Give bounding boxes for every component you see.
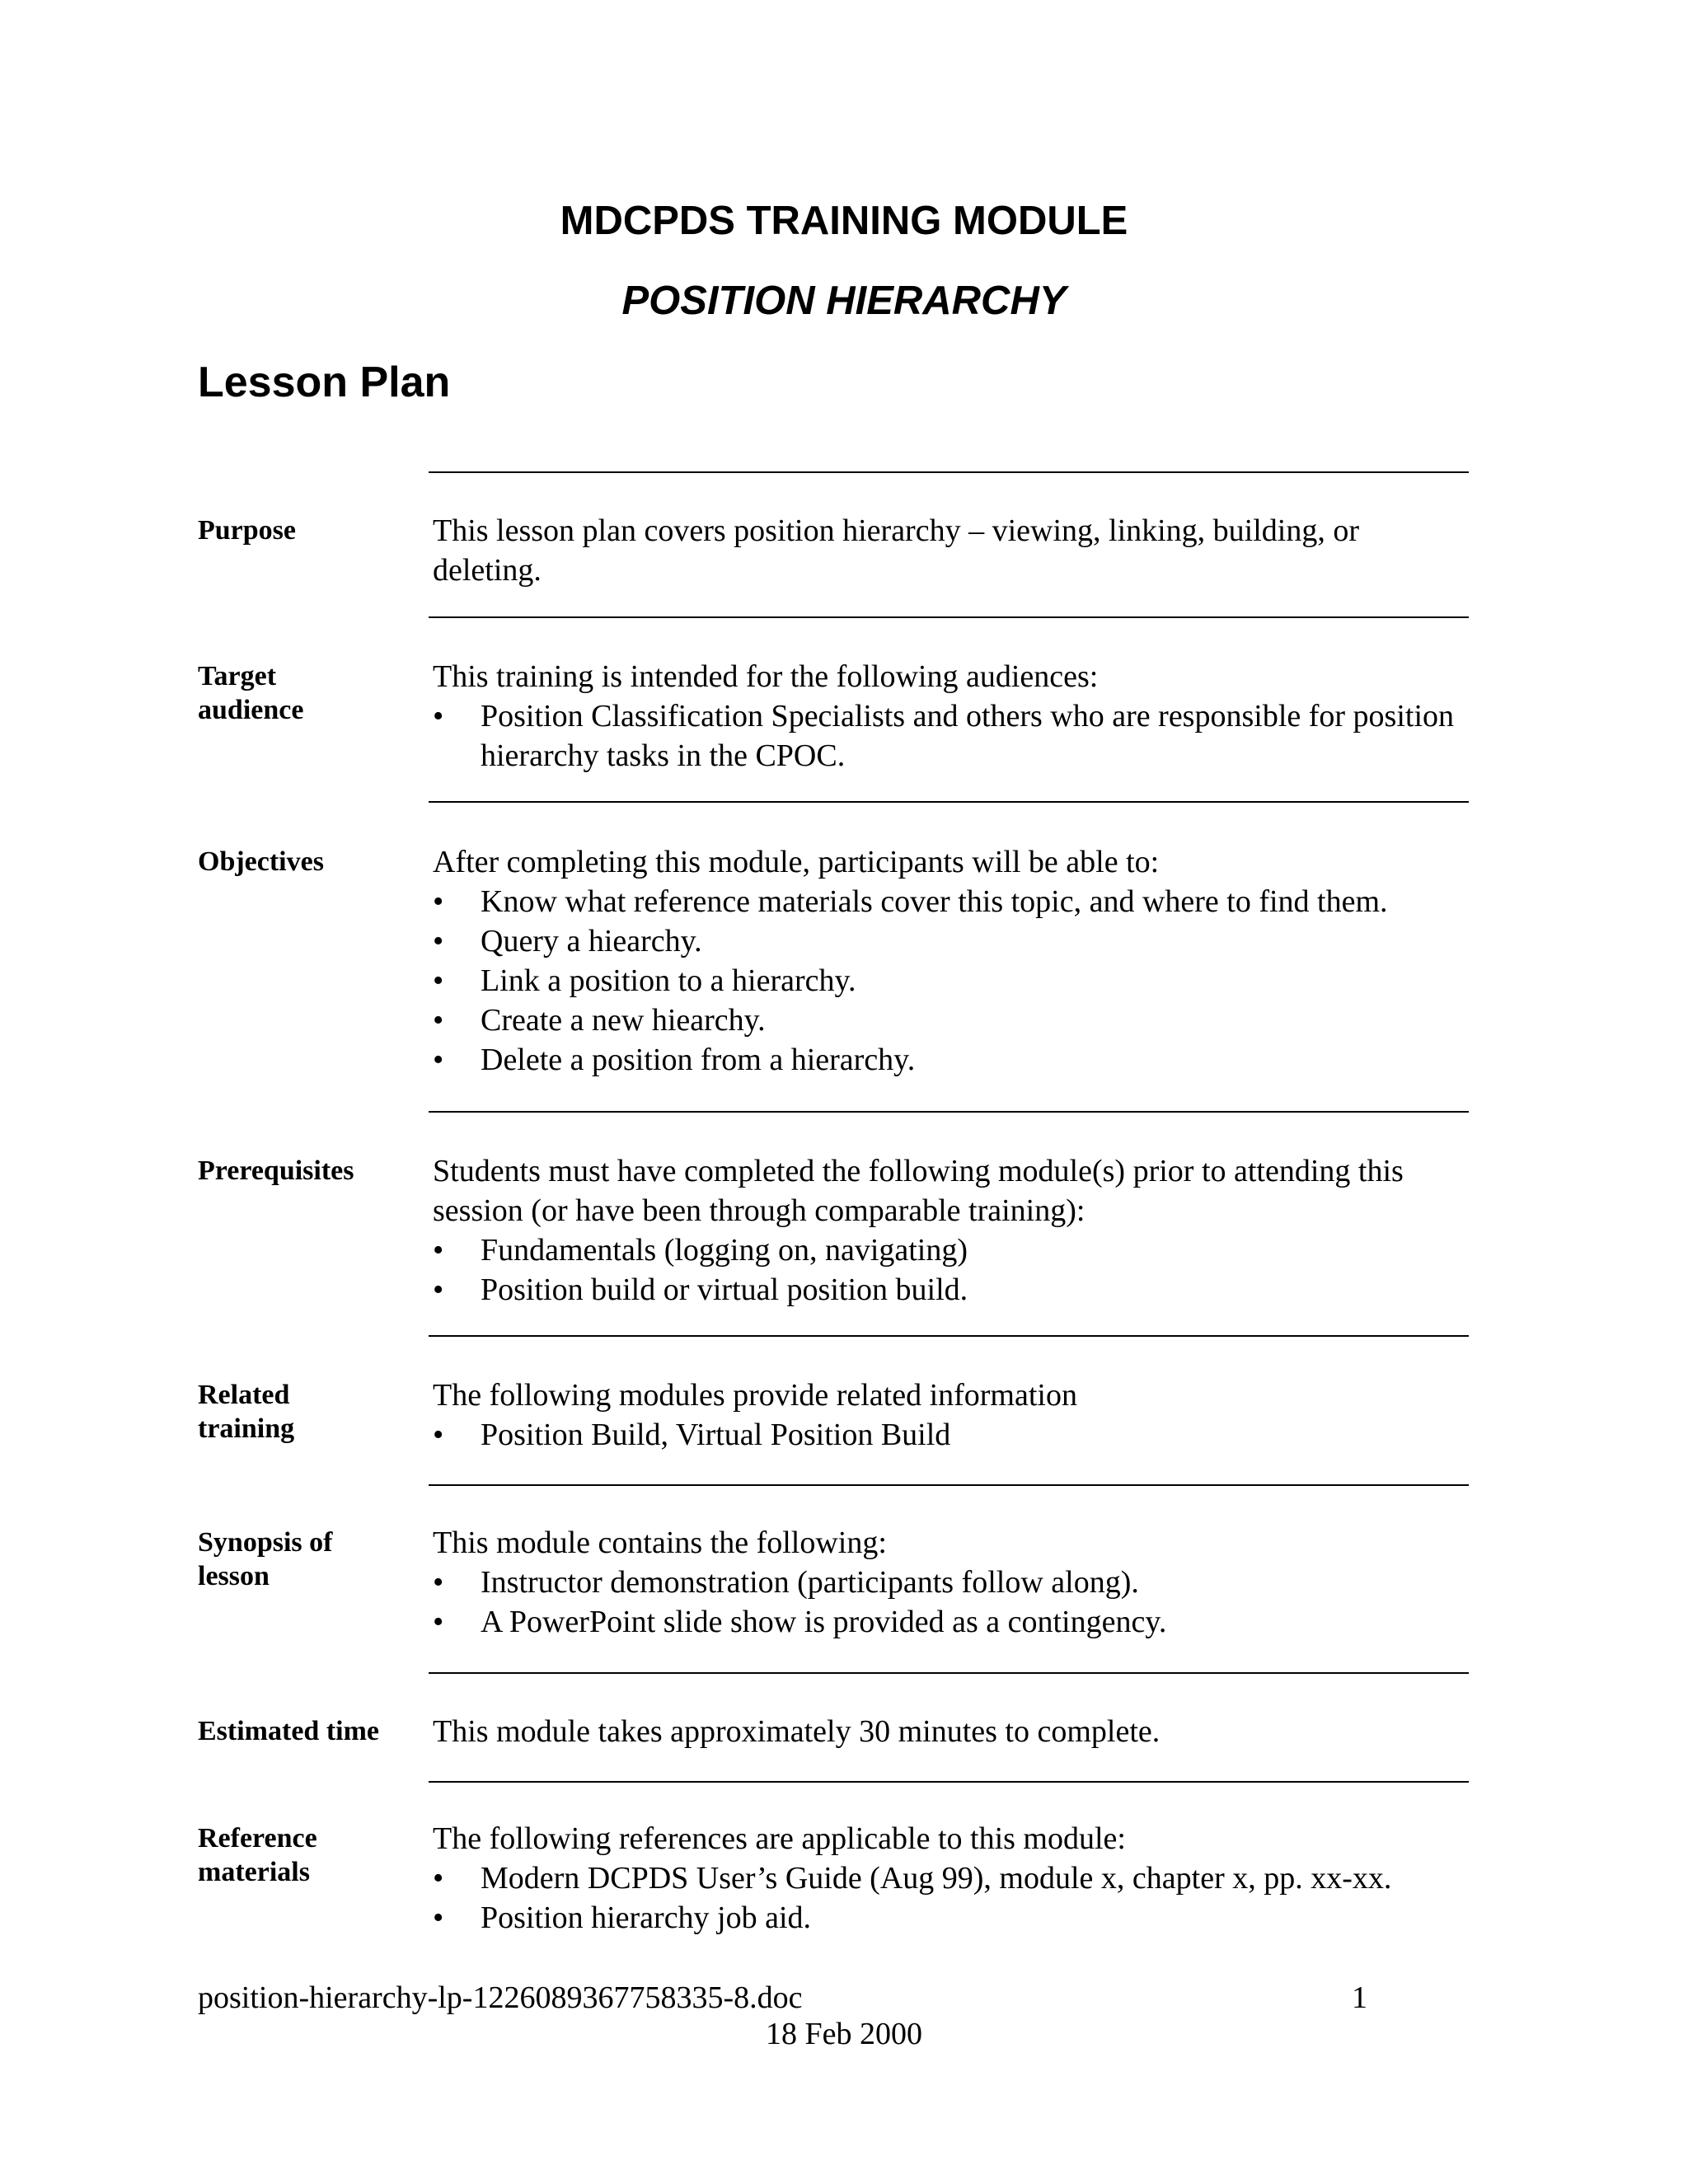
bullet-icon: • [433,1003,444,1038]
label-line: lesson [198,1561,270,1591]
estimated-time-label: Estimated time [198,1716,380,1746]
page-number: 1 [1352,1980,1367,2015]
label-line: training [198,1413,295,1444]
list-item: • Create a new hiearchy. [433,1001,1463,1040]
label-line: audience [198,695,304,725]
document-title: MDCPDS TRAINING MODULE [560,199,1128,243]
objectives-label: Objectives [198,846,324,877]
synopsis-label [198,1526,412,1593]
bullet-icon: • [433,924,444,958]
label-line: Target [198,661,277,691]
bullet-list [433,882,1463,1080]
bullet-icon: • [433,1043,444,1077]
intro-text: After completing this module, participants will be able to: [433,845,1160,879]
bullet-icon: • [433,963,444,998]
bullet-icon: • [433,1565,444,1600]
intro-text: This training is intended for the following audiences: [433,659,1099,694]
intro-text: This module contains the following: [433,1526,887,1560]
related-training-label [198,1378,412,1446]
label-line: Related [198,1380,290,1410]
footer-filename: position-hierarchy-lp-1226089367758335-8.doc [198,1980,803,2015]
intro-text: The following modules provide related information [433,1378,1077,1413]
bullet-icon: • [433,1605,444,1639]
purpose-label: Purpose [198,515,296,546]
divider [429,1672,1469,1674]
synopsis-content [433,1523,1463,1642]
bullet-icon: • [433,1900,444,1935]
bullet-list [433,1858,1463,1938]
divider [429,1335,1469,1337]
prerequisites-label: Prerequisites [198,1155,354,1186]
list-item: • Modern DCPDS User’s Guide (Aug 99), module x, chapter x, pp. xx-xx. [433,1858,1463,1898]
bullet-icon: • [433,699,444,733]
objectives-content [433,842,1463,1080]
divider [429,801,1469,803]
purpose-text: This lesson plan covers position hierarchy – viewing, linking, building, or deleting. [433,513,1360,588]
bullet-list [433,1415,1463,1455]
bullet-icon: • [433,1272,444,1307]
list-item: • Link a position to a hierarchy. [433,961,1463,1001]
bullet-list [433,1230,1463,1310]
divider [429,1781,1469,1783]
list-item: • Instructor demonstration (participants follow along). [433,1563,1463,1602]
prerequisites-content [433,1151,1463,1310]
document-subtitle: POSITION HIERARCHY [621,279,1067,323]
label-line: materials [198,1857,310,1887]
list-item: • A PowerPoint slide show is provided as a contingency. [433,1602,1463,1642]
estimated-time-content [433,1712,1463,1751]
related-training-content [433,1376,1463,1455]
target-audience-content [433,657,1463,776]
list-item: • Fundamentals (logging on, navigating) [433,1230,1463,1270]
bullet-icon: • [433,1233,444,1268]
divider [429,1484,1469,1486]
bullet-icon: • [433,1418,444,1452]
list-item: • Query a hiearchy. [433,921,1463,961]
divider [429,616,1469,618]
label-line: Synopsis of [198,1527,333,1558]
intro-text: The following references are applicable to this module: [433,1821,1126,1856]
list-item: • Position hierarchy job aid. [433,1898,1463,1938]
section-heading: Lesson Plan [198,359,451,406]
reference-materials-content [433,1819,1463,1938]
estimated-time-text: This module takes approximately 30 minutes to complete. [433,1714,1160,1749]
label-line: Reference [198,1823,317,1854]
list-item: • Position Classification Specialists and others who are responsible for position hierarchy tasks in the CPOC. [433,696,1463,776]
reference-materials-label [198,1821,412,1889]
list-item: • Delete a position from a hierarchy. [433,1040,1463,1080]
bullet-icon: • [433,884,444,919]
footer-date: 18 Feb 2000 [766,2017,922,2051]
target-audience-label [198,659,412,727]
purpose-content [433,511,1463,590]
list-item: • Position build or virtual position build. [433,1270,1463,1310]
bullet-list [433,696,1463,776]
list-item: • Position Build, Virtual Position Build [433,1415,1463,1455]
bullet-list [433,1563,1463,1642]
list-item: • Know what reference materials cover this topic, and where to find them. [433,882,1463,921]
divider [429,471,1469,473]
divider [429,1111,1469,1113]
intro-text: Students must have completed the following module(s) prior to attending this session (or have been through comparable training): [433,1154,1404,1228]
bullet-icon: • [433,1861,444,1896]
